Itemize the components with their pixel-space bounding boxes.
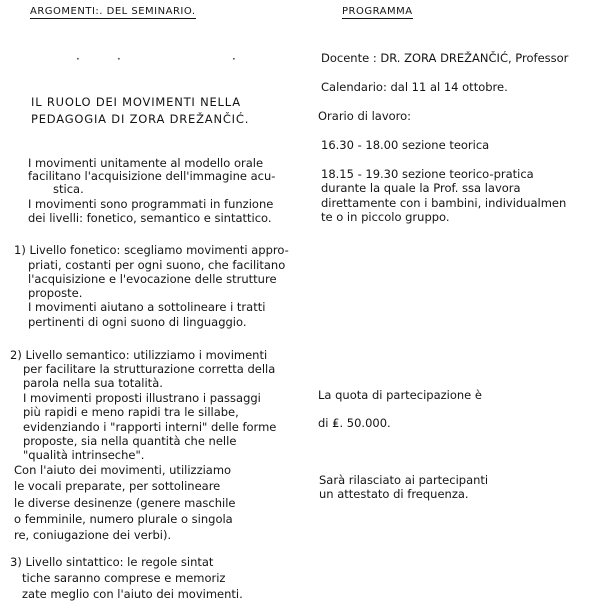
quota-line: La quota di partecipazione è <box>318 388 482 402</box>
section2-line: le diverse desinenze (genere maschile <box>14 496 236 510</box>
section2-line: le vocali preparate, per sottolineare <box>14 479 221 493</box>
left-header: ARGOMENTI:. DEL SEMINARIO. <box>30 6 196 17</box>
section3-line: 3) Livello sintattico: le regole sintat <box>10 555 214 569</box>
section2-line: "qualità intrinseche". <box>23 448 145 462</box>
attestato-line: un attestato di frequenza. <box>319 487 469 501</box>
intro-line: dei livelli: fonetico, semantico e sintattico. <box>28 211 272 225</box>
section2-line: per facilitare la strutturazione corretta della <box>23 362 276 376</box>
session-practice-line: durante la quale la Prof. ssa lavora <box>321 181 521 195</box>
section1-line: 1) Livello fonetico: scegliamo movimenti appro- <box>14 243 289 257</box>
intro-line: facilitano l'acquisizione dell'immagine acu- <box>28 169 276 183</box>
section2-line: Con l'aiuto dei movimenti, utilizziamo <box>14 463 232 477</box>
right-header: PROGRAMMA <box>342 6 413 17</box>
section3-line: zate meglio con l'aiuto dei movimenti. <box>22 587 243 601</box>
quota-line: di ₤. 50.000. <box>318 416 391 430</box>
section1-line: priati, costanti per ogni suono, che facilitano <box>28 258 286 272</box>
seminar-title-line-1: IL RUOLO DEI MOVIMENTI NELLA <box>31 95 241 109</box>
section2-line: 2) Livello semantico: utilizziamo i movimenti <box>10 348 268 362</box>
section2-line: proposte, sia nella quantità che nelle <box>23 434 237 448</box>
stray-mark: · <box>117 52 121 66</box>
session-practice-line: direttamente con i bambini, individualmen <box>321 196 567 210</box>
section1-line: pertinenti di ogni suono di linguaggio. <box>28 315 247 329</box>
orario-label: Orario di lavoro: <box>318 109 412 123</box>
session-theory: 16.30 - 18.00 sezione teorica <box>321 138 490 152</box>
section1-line: proposte. <box>28 286 83 300</box>
section1-line: I movimenti aiutano a sottolineare i tratti <box>28 300 266 314</box>
docente-line: Docente : DR. ZORA DREŽANČIĆ, Professor <box>321 51 569 65</box>
attestato-line: Sarà rilasciato ai partecipanti <box>319 473 489 487</box>
section1-line: l'acquisizione e l'evocazione delle strutture <box>28 272 277 286</box>
intro-line: I movimenti unitamente al modello orale <box>28 156 264 170</box>
section2-line: o femminile, numero plurale o singola <box>14 512 233 526</box>
session-practice-line: 18.15 - 19.30 sezione teorico-pratica <box>321 167 534 181</box>
section2-line: I movimenti proposti illustrano i passaggi <box>23 391 261 405</box>
section2-line: più rapidi e meno rapidi tra le sillabe, <box>23 405 239 419</box>
session-practice-line: te o in piccolo gruppo. <box>321 210 450 224</box>
seminar-title-line-2: PEDAGOGIA DI ZORA DREŽANČIĆ. <box>31 112 250 126</box>
calendario-line: Calendario: dal 11 al 14 ottobre. <box>321 80 508 94</box>
stray-mark: · <box>232 52 236 66</box>
section2-line: re, coniugazione dei verbi). <box>14 528 172 542</box>
intro-line: I movimenti sono programmati in funzione <box>28 197 274 211</box>
section2-line: evidenziando i "rapporti interni" delle forme <box>23 420 277 434</box>
section2-line: parola nella sua totalità. <box>23 376 163 390</box>
intro-line: stica. <box>53 182 84 196</box>
stray-mark: · <box>76 52 80 66</box>
section3-line: tiche saranno comprese e memoriz <box>22 571 226 585</box>
